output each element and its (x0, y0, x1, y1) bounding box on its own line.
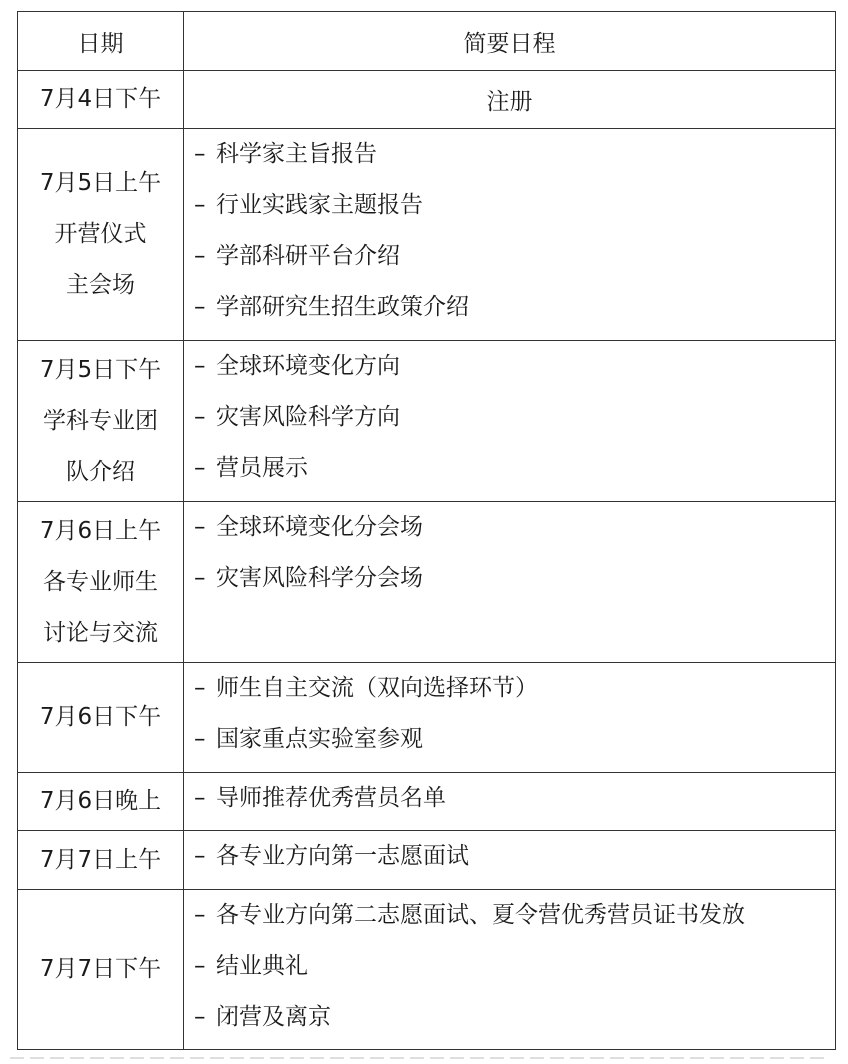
plan-item: 闭营及离京 (216, 1004, 331, 1030)
plan-list (194, 129, 831, 333)
list-item (194, 831, 831, 882)
plan-list (194, 502, 831, 604)
date-line: 7月4日下午 (39, 86, 162, 112)
bullet: – (194, 192, 206, 218)
bullet: – (194, 294, 206, 320)
bullet: – (194, 565, 206, 591)
date-line: 学科专业团 (43, 407, 158, 434)
plan-list (194, 831, 831, 882)
list-item (194, 553, 831, 604)
date-line: 7月7日下午 (39, 956, 162, 982)
list-item (194, 773, 831, 824)
date-cell (18, 890, 184, 1050)
date-cell (18, 502, 184, 663)
date-line: 7月6日晚上 (39, 788, 162, 814)
date-line: 开营仪式 (54, 221, 147, 247)
date-cell (18, 341, 184, 502)
bullet: – (194, 785, 206, 811)
date-line: 7月5日上午 (39, 170, 162, 196)
list-item (194, 341, 831, 392)
table-row (18, 890, 836, 1050)
bullet: – (194, 353, 206, 379)
plan-item: 灾害风险科学方向 (216, 404, 400, 430)
list-item (194, 502, 831, 553)
list-item (194, 992, 831, 1043)
bullet: – (194, 675, 206, 701)
plan-cell (184, 341, 836, 502)
bullet: – (194, 953, 206, 979)
date-cell (18, 773, 184, 831)
plan-item: 各专业方向第一志愿面试 (216, 843, 469, 869)
plan-list (194, 341, 831, 494)
date-cell (18, 71, 184, 129)
date-line: 主会场 (66, 272, 135, 298)
plan-item: 结业典礼 (216, 953, 308, 979)
plan-list (194, 773, 831, 824)
cropped-text-line (10, 1057, 830, 1059)
table-header-row (18, 12, 836, 71)
table-row (18, 341, 836, 502)
plan-item: 全球环境变化方向 (216, 353, 400, 379)
table-row (18, 831, 836, 890)
table-row (18, 71, 836, 129)
date-line: 7月7日上午 (39, 846, 162, 873)
schedule-table (17, 11, 836, 1050)
plan-item: 营员展示 (216, 455, 308, 481)
plan-item: 注册 (486, 89, 533, 115)
date-line: 7月6日上午 (39, 517, 162, 544)
bullet: – (194, 726, 206, 752)
list-item (194, 282, 831, 333)
plan-cell (184, 129, 836, 341)
bullet: – (194, 455, 206, 481)
bullet: – (194, 141, 206, 167)
bullet: – (194, 1004, 206, 1030)
plan-cell (184, 71, 836, 129)
list-item (194, 392, 831, 443)
bullet: – (194, 843, 206, 869)
bullet: – (194, 514, 206, 540)
plan-item: 学部研究生招生政策介绍 (216, 294, 469, 320)
list-item (194, 890, 831, 941)
plan-list (194, 663, 831, 765)
list-item (194, 180, 831, 231)
date-line: 各专业师生 (43, 568, 158, 595)
plan-item: 全球环境变化分会场 (216, 514, 423, 540)
plan-item: 行业实践家主题报告 (216, 192, 423, 218)
plan-cell (184, 773, 836, 831)
list-item (194, 941, 831, 992)
plan-cell (184, 831, 836, 890)
plan-cell (184, 890, 836, 1050)
bullet: – (194, 404, 206, 430)
plan-cell (184, 663, 836, 773)
bullet: – (194, 243, 206, 269)
list-item (194, 443, 831, 494)
plan-item: 学部科研平台介绍 (216, 243, 400, 269)
table-row (18, 129, 836, 341)
list-item (194, 231, 831, 282)
header-date: 日期 (18, 12, 184, 71)
plan-item: 导师推荐优秀营员名单 (216, 785, 446, 811)
date-line: 讨论与交流 (43, 619, 158, 646)
plan-item: 各专业方向第二志愿面试、夏令营优秀营员证书发放 (216, 902, 745, 928)
table-row (18, 773, 836, 831)
date-cell (18, 663, 184, 773)
table-row (18, 502, 836, 663)
bullet: – (194, 902, 206, 928)
date-line: 队介绍 (66, 458, 135, 485)
plan-item: 灾害风险科学分会场 (216, 565, 423, 591)
plan-cell (184, 502, 836, 663)
list-item (194, 714, 831, 765)
header-plan: 简要日程 (184, 12, 836, 71)
date-cell (18, 129, 184, 341)
date-line: 7月6日下午 (39, 704, 162, 730)
plan-item: 国家重点实验室参观 (216, 726, 423, 752)
table-row (18, 663, 836, 773)
date-line: 7月5日下午 (39, 356, 162, 383)
cropped-text-edge (0, 1052, 848, 1064)
plan-item: 科学家主旨报告 (216, 141, 377, 167)
plan-list (194, 890, 831, 1043)
date-cell (18, 831, 184, 890)
plan-item: 师生自主交流（双向选择环节） (216, 675, 538, 701)
list-item (194, 129, 831, 180)
list-item (194, 663, 831, 714)
